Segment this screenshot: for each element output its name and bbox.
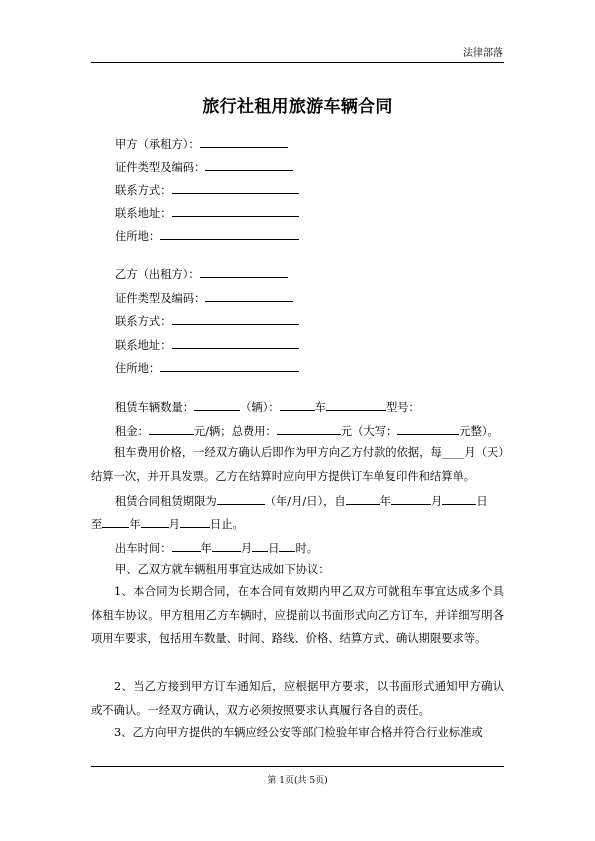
end-to-word: 至	[91, 518, 103, 531]
rental-brand-blank[interactable]	[280, 399, 315, 411]
rental-car-word: 车	[314, 401, 326, 414]
party-b-residence-row	[115, 360, 299, 376]
rental-qty-unit: （辆）：	[240, 401, 280, 414]
rental-period-label: 租赁合同租赁期限为	[115, 495, 217, 508]
end-month-blank[interactable]	[141, 516, 169, 528]
end-day-text: 日止。	[209, 518, 244, 531]
rental-qty-label: 租赁车辆数量：	[115, 401, 195, 414]
party-a-name-blank[interactable]	[200, 136, 288, 148]
party-a-address-row	[115, 205, 299, 221]
depart-hour-blank[interactable]	[279, 540, 295, 552]
clause-3: 3、乙方向甲方提供的车辆应经公安等部门检验年审合格并符合行业标准或	[114, 726, 483, 739]
clause-2: 2、当乙方接到甲方订车通知后，应根据甲方要求，以书面形式通知甲方确认或不确认。一经双方确认，双方必须按照要求认真履行各自的责任。	[91, 680, 504, 717]
rental-period-end-row	[91, 516, 244, 532]
party-a-address-blank[interactable]	[172, 205, 299, 217]
price-paragraph: 租车费用价格，一经双方确认后即作为甲方向乙方付款的依据，每____月（天）结算一次，并开具发票。乙方在结算时应向甲方提供订车单复印件和结算单。	[91, 446, 504, 483]
party-b-address-row	[115, 337, 299, 353]
rental-model-label: 型号：	[385, 401, 420, 414]
party-a-name-row	[115, 136, 288, 152]
party-b-residence-blank[interactable]	[160, 360, 299, 372]
rental-total-unit: 元（大写：	[340, 425, 398, 438]
rental-period-row	[115, 493, 488, 509]
rental-period-unit: （年/月/日），自	[264, 495, 346, 508]
party-a-id-label: 证件类型及编码：	[115, 161, 206, 174]
party-a-residence-blank[interactable]	[160, 228, 299, 240]
clause-1: 1、本合同为长期合同，在本合同有效期内甲乙双方可就租车事宜达成多个具体租车协议。甲方租用乙方车辆时，应提前以书面形式向乙方订车，并详细写明各项用车要求，包括用车数量、时间、路线、价格、结算方式、确认期限要求等。	[91, 585, 504, 646]
rental-period-blank[interactable]	[217, 493, 265, 505]
party-a-residence-row	[115, 228, 299, 244]
start-year-blank[interactable]	[346, 493, 380, 505]
rental-rent-row	[115, 423, 499, 439]
party-b-contact-label: 联系方式：	[115, 315, 172, 328]
depart-year-word: 年	[200, 542, 212, 555]
end-month-word: 月	[168, 518, 180, 531]
depart-hour-word: 时。	[295, 542, 319, 555]
end-day-blank[interactable]	[180, 516, 210, 528]
rental-total-end: 元整）。	[459, 425, 499, 438]
party-a-contact-blank[interactable]	[172, 182, 299, 194]
departure-label: 出车时间：	[115, 542, 172, 555]
party-b-id-blank[interactable]	[205, 290, 293, 302]
depart-day-word: 日	[268, 542, 280, 555]
clauses-intro: 甲、乙双方就车辆租用事宜达成如下协议：	[115, 563, 330, 576]
party-a-id-row	[115, 159, 293, 175]
rental-rent-blank[interactable]	[149, 423, 194, 435]
depart-month-blank[interactable]	[212, 540, 241, 552]
start-day-blank[interactable]	[442, 493, 476, 505]
party-a-address-label: 联系地址：	[115, 207, 172, 220]
start-day-word: 日	[476, 495, 488, 508]
rental-rent-unit: 元/辆；总费用：	[193, 425, 277, 438]
footer-divider	[91, 766, 504, 767]
rental-total-blank[interactable]	[277, 423, 341, 435]
depart-month-word: 月	[240, 542, 253, 555]
end-year-blank[interactable]	[102, 516, 129, 528]
party-a-contact-label: 联系方式：	[115, 184, 172, 197]
party-b-residence-label: 住所地：	[115, 362, 161, 375]
party-b-contact-blank[interactable]	[172, 313, 299, 325]
rental-qty-blank[interactable]	[194, 399, 240, 411]
rental-rent-label: 租金：	[115, 425, 149, 438]
party-b-name-blank[interactable]	[200, 266, 288, 278]
party-b-address-label: 联系地址：	[115, 339, 172, 352]
depart-year-blank[interactable]	[172, 540, 201, 552]
party-b-name-row	[115, 266, 288, 282]
departure-time-row	[115, 540, 318, 556]
page-number: 第 1页(共 5页)	[267, 776, 328, 786]
header-note: 法律部落	[463, 48, 503, 59]
start-month-blank[interactable]	[391, 493, 431, 505]
rental-quantity-row	[115, 399, 420, 415]
party-b-id-row	[115, 290, 293, 306]
party-a-residence-label: 住所地：	[115, 230, 161, 243]
depart-day-blank[interactable]	[252, 540, 268, 552]
party-a-name-label: 甲方（承租方）：	[115, 138, 200, 151]
document-title: 旅行社租用旅游车辆合同	[202, 97, 393, 117]
rental-total-caps-blank[interactable]	[397, 423, 459, 435]
party-b-id-label: 证件类型及编码：	[115, 292, 206, 305]
rental-model-blank[interactable]	[326, 399, 386, 411]
start-month-word: 月	[431, 495, 443, 508]
end-year-word: 年	[129, 518, 141, 531]
party-b-contact-row	[115, 313, 299, 329]
start-year-word: 年	[379, 495, 392, 508]
header-divider	[91, 62, 504, 63]
party-a-id-blank[interactable]	[205, 159, 293, 171]
party-b-address-blank[interactable]	[172, 337, 299, 349]
party-a-contact-row	[115, 182, 299, 198]
party-b-name-label: 乙方（出租方）：	[115, 268, 200, 281]
